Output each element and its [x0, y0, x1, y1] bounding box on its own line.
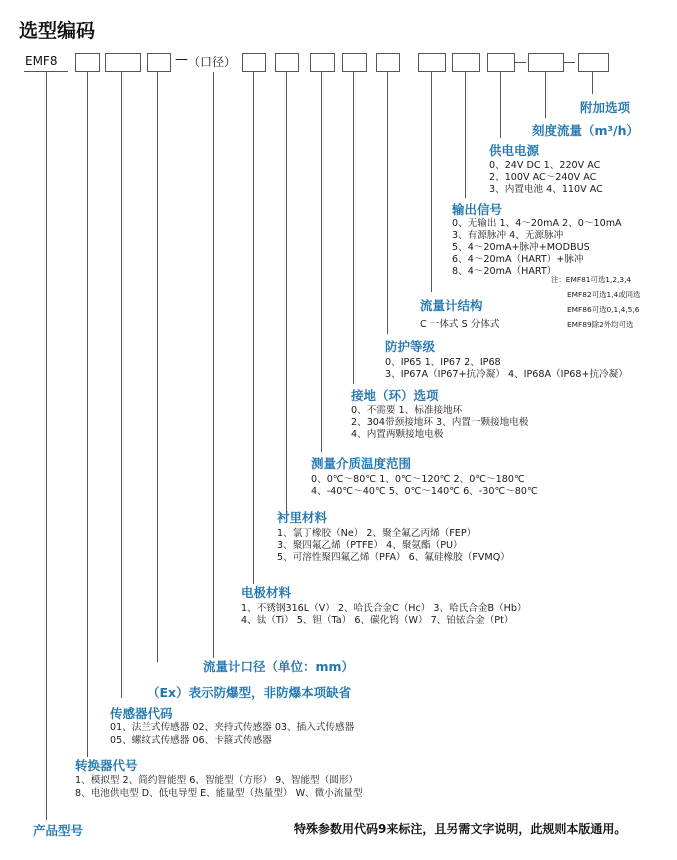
converter-header: 转换器代号: [75, 758, 138, 773]
power-header: 供电电源: [489, 143, 540, 158]
connector-dash-2: [564, 62, 575, 63]
protection-header: 防护等级: [385, 339, 436, 354]
connector-dash-1: [515, 62, 526, 63]
code-box-temperature[interactable]: [310, 53, 335, 72]
electrode-line-1: 1、不锈钢316L（V） 2、哈氏合金C（Hc） 3、哈氏合金B（Hb）: [241, 603, 527, 614]
code-box-attachment[interactable]: [578, 53, 609, 72]
output-note-2: EMF82可选1,4或同选: [567, 290, 641, 299]
code-box-scale-flow[interactable]: [528, 53, 564, 72]
output-line-5: 8、4～20mA（HART）: [452, 266, 557, 277]
electrode-line-2: 4、钛（Ti） 5、钽（Ta） 6、碳化钨（W） 7、铂铱合金（Pt）: [241, 615, 514, 626]
explosion-header: （Ex）表示防爆型，非防爆本项缺省: [147, 685, 352, 700]
power-line-2: 2、100V AC～240V AC: [489, 172, 597, 183]
leader-output: [465, 72, 466, 198]
leader-power: [500, 72, 501, 138]
output-note-1: 注：EMF81可选1,2,3,4: [551, 275, 632, 284]
leader-attachment: [592, 72, 593, 94]
attachment-header: 附加选项: [580, 100, 631, 115]
code-box-ex[interactable]: [147, 53, 171, 72]
converter-line-1: 1、模拟型 2、简约智能型 6、智能型（方形） 9、智能型（圆形）: [75, 775, 359, 786]
output-note-4: EMF89除2外均可选: [567, 320, 634, 329]
temperature-line-1: 0、0℃～80℃ 1、0℃～120℃ 2、0℃～180℃: [311, 474, 525, 485]
structure-header: 流量计结构: [420, 298, 483, 313]
power-line-3: 3、内置电池 4、110V AC: [489, 184, 603, 195]
code-box-lining[interactable]: [275, 53, 299, 72]
caliber-header: 流量计口径（单位：mm）: [203, 659, 355, 674]
leader-protection: [387, 72, 388, 334]
leader-electrode: [253, 72, 254, 584]
protection-line-2: 3、IP67A（IP67+抗冷凝） 4、IP68A（IP68+抗冷凝）: [385, 369, 628, 380]
code-box-sensor[interactable]: [105, 53, 141, 72]
separator-dash: —: [175, 52, 188, 67]
leader-sensor: [121, 72, 122, 698]
sensor-header: 传感器代码: [110, 706, 173, 721]
scale-flow-header: 刻度流量（m³/h）: [532, 123, 639, 138]
footer-note: 特殊参数用代码9来标注，且另需文字说明，此规则本版通用。: [294, 822, 627, 836]
output-line-4: 6、4～20mA（HART）+脉冲: [452, 254, 584, 265]
electrode-header: 电极材料: [241, 585, 292, 600]
leader-ex: [157, 72, 158, 662]
leader-scale-flow: [545, 72, 546, 118]
leader-grounding: [353, 72, 354, 384]
output-header: 输出信号: [452, 202, 503, 217]
code-box-grounding[interactable]: [342, 53, 367, 72]
power-line-1: 0、24V DC 1、220V AC: [489, 160, 601, 171]
sensor-line-1: 01、法兰式传感器 02、夹持式传感器 03、插入式传感器: [110, 722, 355, 733]
lining-line-2: 3、聚四氟乙烯（PTFE） 4、聚氨酯（PU）: [277, 540, 463, 551]
page-title: 选型编码: [19, 20, 96, 42]
sensor-line-2: 05、螺纹式传感器 06、卡箍式传感器: [110, 735, 272, 746]
leader-product: [46, 72, 47, 820]
code-box-output[interactable]: [452, 53, 480, 72]
grounding-line-2: 2、304带颈接地环 3、内置一颗接地电极: [351, 417, 529, 428]
model-prefix: EMF8: [25, 54, 58, 68]
temperature-line-2: 4、-40℃～40℃ 5、0℃～140℃ 6、-30℃～80℃: [311, 486, 538, 497]
grounding-line-3: 4、内置两颗接地电极: [351, 429, 444, 440]
leader-temperature: [321, 72, 322, 452]
structure-line-1: C 一体式 S 分体式: [420, 319, 500, 330]
output-note-3: EMF86可选0,1,4,5,6: [567, 305, 640, 314]
output-line-2: 3、有源脉冲 4、无源脉冲: [452, 230, 564, 241]
converter-line-2: 8、电池供电型 D、低电导型 E、能量型（热量型） W、微小流量型: [75, 788, 363, 799]
leader-structure: [431, 72, 432, 292]
lining-header: 衬里材料: [277, 510, 328, 525]
output-line-1: 0、无输出 1、4～20mA 2、0～10mA: [452, 218, 622, 229]
output-line-3: 5、4～20mA+脉冲+MODBUS: [452, 242, 590, 253]
leader-caliber: [213, 72, 214, 658]
code-box-electrode[interactable]: [242, 53, 266, 72]
grounding-line-1: 0、不需要 1、标准接地环: [351, 405, 463, 416]
code-box-structure[interactable]: [418, 53, 446, 72]
product-header: 产品型号: [33, 823, 84, 838]
code-box-power[interactable]: [487, 53, 515, 72]
grounding-header: 接地（环）选项: [351, 388, 439, 403]
leader-lining: [286, 72, 287, 512]
lining-line-3: 5、可溶性聚四氟乙烯（PFA） 6、氟硅橡胶（FVMQ）: [277, 552, 510, 563]
caliber-marker: （口径）: [188, 55, 237, 69]
code-box-protection[interactable]: [376, 53, 400, 72]
code-box-converter[interactable]: [75, 53, 100, 72]
leader-converter: [87, 72, 88, 757]
protection-line-1: 0、IP65 1、IP67 2、IP68: [385, 357, 501, 368]
lining-line-1: 1、氯丁橡胶（Ne） 2、聚全氟乙丙烯（FEP）: [277, 528, 477, 539]
temperature-header: 测量介质温度范围: [311, 456, 412, 471]
